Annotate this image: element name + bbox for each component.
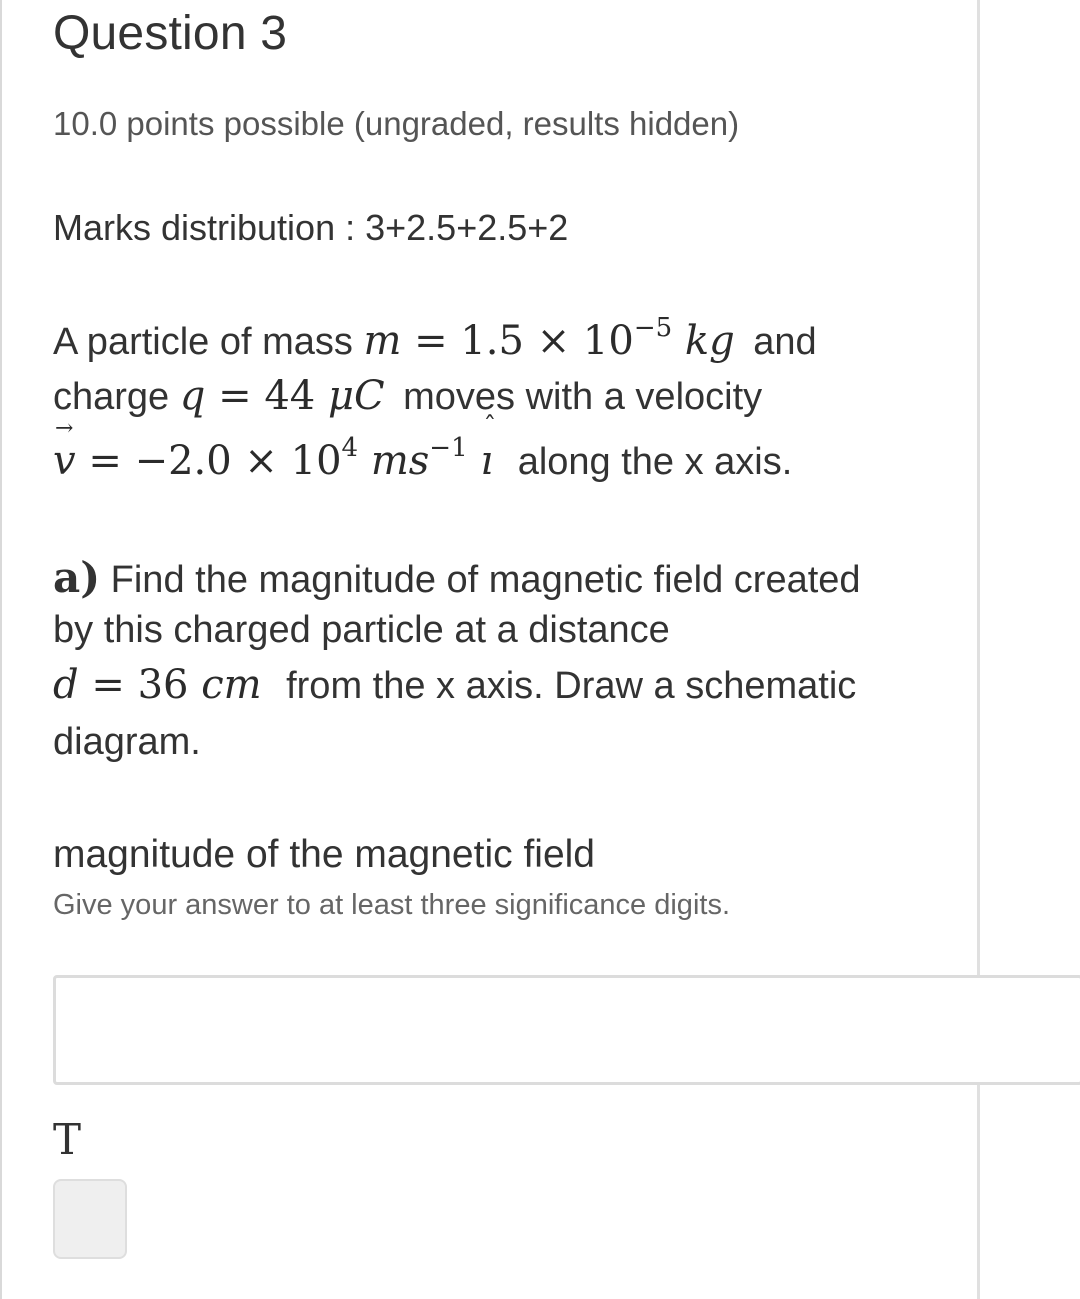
- problem-text: along the x axis.: [517, 441, 793, 483]
- problem-text: moves with a velocity: [403, 376, 763, 418]
- mass-exponent: −5: [633, 313, 673, 343]
- charge-expression: [180, 373, 385, 419]
- velocity-value: −2.0 × 10: [134, 438, 342, 484]
- part-a-text: diagram.: [53, 721, 201, 763]
- points-info: 10.0 points possible (ungraded, results hidden): [53, 105, 740, 142]
- part-a-text: Find the magnitude of magnetic field created: [110, 559, 861, 601]
- unit-vector-letter: ı: [480, 438, 494, 484]
- problem-line-3: [53, 412, 793, 484]
- marks-distribution: Marks distribution : 3+2.5+2.5+2: [53, 207, 569, 248]
- problem-text: charge: [53, 376, 170, 418]
- velocity-unit: ms: [370, 438, 430, 484]
- question-title: Question 3: [53, 7, 288, 60]
- problem-text: and: [753, 321, 817, 363]
- charge-unit-micro: μ: [327, 373, 354, 419]
- hat-icon: ˆ: [483, 412, 497, 442]
- right-border: [977, 0, 980, 1299]
- problem-line-1: [53, 313, 817, 364]
- vector-arrow-icon: →: [55, 416, 74, 441]
- answer-input[interactable]: [53, 975, 1080, 1085]
- answer-label: magnitude of the magnetic field: [53, 833, 596, 876]
- equals-sign: =: [218, 373, 252, 419]
- part-a-line-3: [53, 662, 856, 708]
- distance-unit: cm: [201, 662, 262, 708]
- mass-value: 1.5 × 10: [460, 318, 634, 364]
- left-border: [0, 0, 2, 1299]
- velocity-expression: [53, 412, 497, 484]
- part-a-line-4: [53, 721, 201, 764]
- velocity-exponent: 4: [341, 433, 359, 463]
- equals-sign: =: [414, 318, 448, 364]
- unit-vector-i: [480, 412, 497, 484]
- unit-status-box: [53, 1179, 127, 1259]
- answer-hint: Give your answer to at least three significance digits.: [53, 889, 730, 921]
- charge-value: 44: [264, 373, 316, 419]
- charge-unit-coulomb: C: [353, 373, 385, 419]
- equals-sign: =: [91, 662, 125, 708]
- distance-variable: d: [53, 662, 79, 708]
- unit-label: T: [53, 1115, 82, 1164]
- mass-unit: kg: [684, 318, 735, 364]
- mass-expression: [363, 313, 735, 364]
- velocity-vector: [53, 416, 76, 484]
- velocity-unit-exponent: −1: [429, 433, 468, 463]
- charge-variable: q: [179, 373, 206, 419]
- part-a-text: by this charged particle at a distance: [53, 609, 670, 651]
- equals-sign: =: [88, 438, 122, 484]
- distance-value: 36: [137, 662, 189, 708]
- velocity-variable: v: [53, 438, 76, 484]
- distance-expression: [53, 662, 262, 708]
- part-a-line-1: [53, 553, 861, 602]
- part-a-label: a): [53, 553, 101, 602]
- part-a-line-2: [53, 609, 670, 652]
- part-a-text: from the x axis. Draw a schematic: [286, 665, 857, 707]
- problem-line-2: [53, 373, 762, 419]
- problem-text: A particle of mass: [53, 321, 353, 363]
- mass-variable: m: [363, 318, 402, 364]
